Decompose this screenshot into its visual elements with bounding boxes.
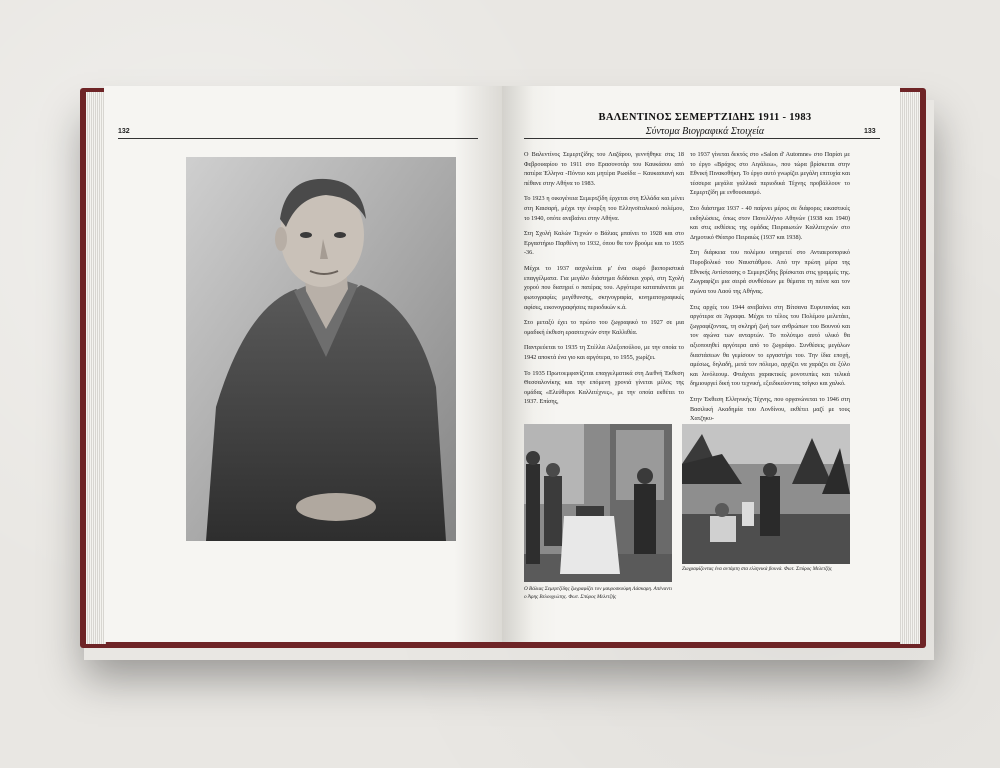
painting-session-photo	[524, 424, 672, 582]
page-number-left: 132	[118, 128, 130, 135]
paragraph: Το 1923 η οικογένεια Σεμερτζίδη έρχεται στη Ελλάδα και μένει στη Καισαρή, μέχρι την έναρξη του Ελληνοϊταλικού πολέμου, το 1940, οπότε ανεβαίνει στην Αθήνα.	[524, 195, 684, 222]
paragraph: Στη Σχολή Καλών Τεχνών ο Βάλιας μπαίνει το 1928 και στο Εργαστήριο Παρθένη το 1932, όπου θα τον βρούμε και το 1935 -36.	[524, 230, 684, 257]
paragraph: Ο Βαλεντίνος Σεμερτζίδης του Λαζάρου, γεννήθηκε στις 18 Φεβρουαρίου το 1911 στο Ερασονοτάρ του Καυκάσου από πατέρα Έλληνα -Πόντιο και μητέρα Ρωσίδα – Καυκασιανή και πέθανε στην Αθήνα το 1983.	[524, 151, 684, 187]
mountain-painting-photo	[682, 424, 850, 564]
paragraph: Μέχρι το 1937 ασχολείται μ' ένα σωρό βιοποριστικά επαγγέλματα. Για μεγάλο διάστημα διδάσκει χορό, στη Σχολή χορού που διατηρεί ο πατέρας του. Αργότερα καταπιάνεται με φωτογραφίες μεγέθυνσης, σκηνογραφία, κινηματογραφικές αφίσες, εικονογραφήσεις περιοδικών κ.ά.	[524, 265, 684, 311]
paragraph: Στο διάστημα 1937 - 40 παίρνει μέρος σε διάφορες εικαστικές εκδηλώσεις, όπως στον Πανελλήνιο Αθηνών (1938 και 1940) και στις εκθέσεις της ομάδας Πειραιωτών Καλλιτεχνών στο Δημοτικό Θέατρο Πειραιώς (1937 και 1938).	[690, 205, 850, 241]
text-column-right	[690, 150, 850, 430]
page-edges-right	[900, 92, 920, 644]
article-subtitle: Σύντομα Βιογραφικά Στοιχεία	[645, 126, 765, 137]
paragraph: Στις αρχές του 1944 ανεβαίνει στη Βίτσανα Ευρυτανίας και αργότερα σε Άγραφα. Μέχρι το τέλος του Πολέμου μελετάει, ζωγραφίζοντας, τη σκληρή ζωή των ανθρώπων του Βουνού και τον αγώνα των ανταρτών. Το πολύτιμο αυτό υλικό θα αξιοποιηθεί αργότερα από το ζωγράφο. Συνθέσεις μεγάλων διαστάσεων θα γεμίσουν το εργαστήρι του. Την ίδια εποχή, αμέσως, δηλαδή, μετά τον πόλεμο, αρχίζει να χαράζει σε ξύλο και λινόλεουμ. Φτιάχνει χαρακτικές μονοτυπίες και τελικά δημιουργεί δική του τεχνική, εξειδικεύοντας τσίγκο και χαλκό.	[690, 303, 850, 388]
text-column-left	[524, 150, 684, 413]
photo-caption-right: Ζωγραφίζοντας ένα αντάρτη στα ελληνικά βουνά. Φωτ. Σπύρος Μελετζής	[682, 566, 832, 572]
header-rule-right	[524, 138, 880, 139]
portrait-photo	[186, 157, 456, 541]
paragraph: Το 1935 Πρωτοεμφανίζεται επαγγελματικά στη Διεθνή Έκθεση Θεσσαλονίκης και την επόμενη χρονιά γίνεται μέλος της ομάδας «Ελεύθεροι Καλλιτέχνες», με την οποία εκθέτει το 1937. Επίσης,	[524, 369, 684, 406]
page-number-right: 133	[864, 128, 876, 135]
photo-caption-left: Ο Βάλιας Σεμερτζίδης ζωγραφίζει τον μαυροσκούφη Λάσκαρη. Απέναντι ο Άρης Βελουχιώτης. Φωτ. Σπύρος Μελετζής	[524, 586, 672, 600]
paragraph: Στο μεταξύ έχει το πρώτο του ζωγραφικό το 1927 σε μια ομαδική έκθεση ερασιτεχνών στην Καλλιθέα.	[524, 319, 684, 336]
paragraph: Στην Έκθεση Ελληνικής Τέχνης, που οργανώνεται το 1946 στη Βασιλική Ακαδημία του Λονδίνου, εκθέτει μαζί με τους Χατζηκυ-	[690, 396, 850, 423]
paragraph: Παντρεύεται το 1935 τη Στέλλα Αλεξοπούλου, με την οποία το 1942 αποκτά ένα γιο και αργότερα, το 1955, χωρίζει.	[524, 344, 684, 361]
article-title: ΒΑΛΕΝΤΙΝΟΣ ΣΕΜΕΡΤΖΙΔΗΣ 1911 - 1983	[598, 112, 812, 123]
paragraph: Στη διάρκεια του πολέμου υπηρετεί στο Αντιαεροπορικό Πυροβολικό του Ναυστάθμου. Από την πρώτη μέρα της Εθνικής Αντίστασης ο Σεμερτζίδης βρίσκεται στις γραμμές της. Ζωγραφίζει μια σειρά συνθέσεων με θέματα τη πείνα και τον αγώνα του Λαού της Αθήνας.	[690, 249, 850, 295]
paragraph: το 1937 γίνεται δεκτός στο «Salon d' Automne» στο Παρίσι με το έργο «Βράχος στο Αιγάλεω», που τώρα βρίσκεται στην Εθνική Πινακοθήκη. Το έργο αυτό γνωρίζει μεγάλη επιτυχία και τέσσερα μεγάλα γαλλικά περιοδικά Τέχνης προβάλλουν το Σεμερτζίδη με ενθουσιασμό.	[690, 151, 850, 197]
header-rule-left	[118, 138, 478, 139]
page-edges-left	[86, 92, 106, 644]
